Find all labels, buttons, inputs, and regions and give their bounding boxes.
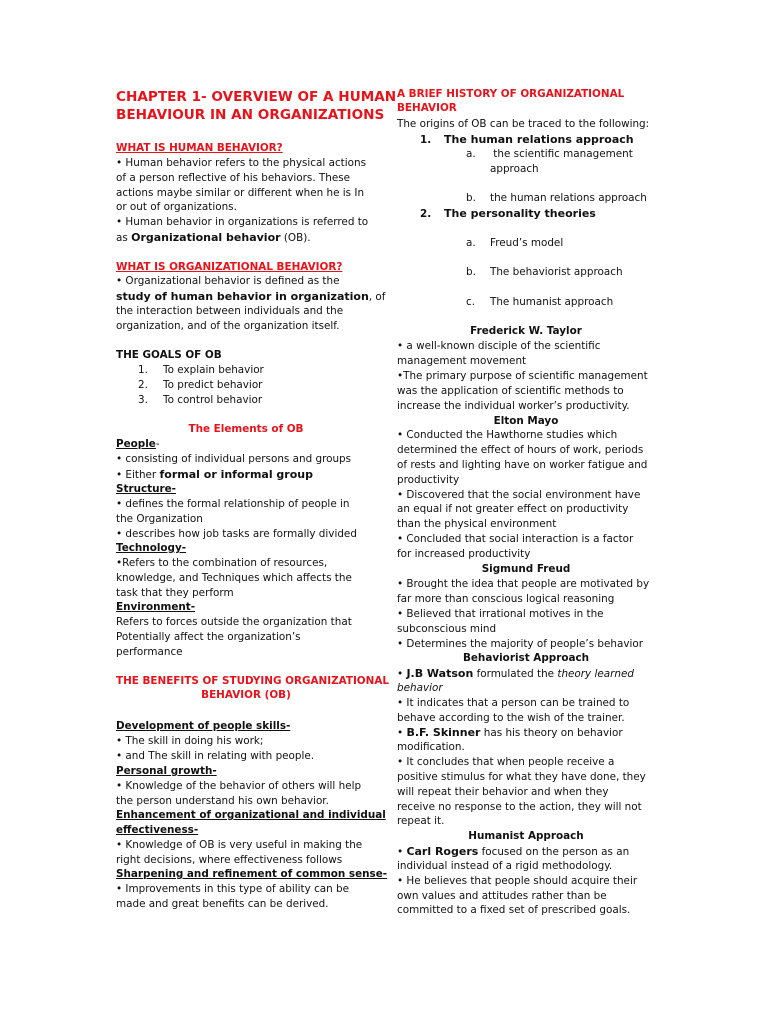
taylor-line: management movement	[397, 355, 527, 367]
organizational-behavior-term: Organizational behavior	[131, 231, 281, 244]
taylor-line: • a well-known disciple of the scientific	[397, 340, 601, 352]
mayo-line: for increased productivity	[397, 548, 531, 560]
sub-text: The humanist approach	[490, 296, 614, 308]
formal-informal-term: formal or informal group	[159, 468, 313, 481]
mayo-line: of rests and lighting have on worker fatigue and	[397, 459, 648, 471]
sub-text: the human relations approach	[490, 192, 647, 204]
enhancement-label-line-2: effectiveness-	[116, 824, 199, 836]
skinner-name: B.F. Skinner	[406, 726, 481, 739]
hb-last-post: (OB).	[280, 232, 311, 244]
hb-line: or out of organizations.	[116, 201, 237, 213]
hb-line: actions maybe similar or different when he is In	[116, 187, 365, 199]
goal-text: To explain behavior	[163, 364, 264, 376]
element-line: knowledge, and Techniques which affects the	[116, 572, 352, 584]
watson-name: J.B Watson	[406, 667, 474, 680]
people-label-line	[116, 437, 160, 452]
elements-heading: The Elements of OB	[188, 423, 304, 435]
benefit-line: right decisions, where effectiveness follows	[116, 854, 343, 866]
bullet: •	[397, 846, 407, 858]
benefits-heading-line-1: THE BENEFITS OF STUDYING ORGANIZATIONAL	[116, 675, 390, 687]
element-line: task that they perform	[116, 587, 234, 599]
sub-text-cont: approach	[490, 163, 539, 175]
humanist-line: own values and attitudes rather than be	[397, 890, 607, 902]
benefit-line: • and The skill in relating with people.	[116, 750, 315, 762]
approach-number: 2.	[420, 208, 432, 220]
ob-line-post: , of	[368, 291, 386, 303]
sub-item	[466, 191, 647, 206]
behaviorist-line: positive stimulus for what they have done, they	[397, 771, 646, 783]
element-line: •Refers to the combination of resources,	[116, 557, 328, 569]
ob-line: • Organizational behavior is defined as the	[116, 275, 340, 287]
element-line	[116, 467, 313, 483]
benefit-line: • Knowledge of OB is very useful in making the	[116, 839, 363, 851]
approach-title: The human relations approach	[444, 133, 634, 146]
ob-line: the interaction between individuals and the	[116, 305, 344, 317]
mayo-line: • Concluded that social interaction is a factor	[397, 533, 634, 545]
mayo-line: an equal if not greater effect on productivity	[397, 503, 629, 515]
behaviorist-heading: Behaviorist Approach	[462, 652, 590, 664]
goal-number: 2.	[138, 379, 148, 391]
chapter-title-line-1: CHAPTER 1- OVERVIEW OF A HUMAN	[116, 89, 397, 105]
goal-text: To predict behavior	[163, 379, 263, 391]
people-dash: -	[155, 438, 160, 450]
humanist-line: • He believes that people should acquire their	[397, 875, 638, 887]
sub-item	[466, 147, 633, 162]
goal-number: 1.	[138, 364, 148, 376]
benefit-line: made and great benefits can be derived.	[116, 898, 329, 910]
sub-text: the scientific management	[490, 148, 633, 160]
watson-theory: theory learned	[557, 668, 635, 680]
technology-label: Technology-	[116, 542, 187, 554]
taylor-line: increase the individual worker’s productivity.	[397, 400, 630, 412]
freud-heading: Sigmund Freud	[481, 563, 571, 575]
mayo-line: • Conducted the Hawthorne studies which	[397, 429, 618, 441]
goals-heading: THE GOALS OF OB	[116, 349, 222, 361]
element-line: • describes how job tasks are formally divided	[116, 528, 357, 540]
skinner-post: has his theory on behavior	[480, 727, 623, 739]
sub-letter: b.	[466, 192, 476, 204]
skinner-line	[397, 725, 623, 741]
approach-1	[420, 132, 634, 148]
sub-item	[466, 295, 613, 310]
freud-line: far more than conscious logical reasoning	[397, 593, 615, 605]
goal-text: To control behavior	[163, 394, 263, 406]
goal-number: 3.	[138, 394, 148, 406]
behaviorist-line: • It indicates that a person can be trained to	[397, 697, 630, 709]
sub-letter: a.	[466, 237, 476, 249]
hb-last-line	[116, 230, 311, 246]
sub-text: The behaviorist approach	[490, 266, 623, 278]
mayo-line: • Discovered that the social environment have	[397, 489, 641, 501]
watson-theory-cont: behavior	[397, 682, 443, 694]
ob-line: organization, and of the organization itself.	[116, 320, 340, 332]
behaviorist-line: behave according to the wish of the trainer.	[397, 712, 625, 724]
element-line: • defines the formal relationship of people in	[116, 498, 350, 510]
benefit-line: the person understand his own behavior.	[116, 795, 329, 807]
hb-line: • Human behavior in organizations is referred to	[116, 216, 369, 228]
hb-last-pre: as	[116, 232, 132, 244]
people-line2-pre: • Either	[116, 469, 160, 481]
taylor-heading: Frederick W. Taylor	[470, 325, 582, 337]
structure-label: Structure-	[116, 483, 176, 495]
behaviorist-line: receive no response to the action, they will not	[397, 801, 642, 813]
history-intro: The origins of OB can be traced to the following:	[397, 118, 650, 130]
approach-2	[420, 206, 596, 222]
hb-line: • Human behavior refers to the physical actions	[116, 157, 366, 169]
humanist-line: committed to a fixed set of prescribed goals.	[397, 904, 631, 916]
history-heading-line-2: BEHAVIOR	[397, 102, 457, 114]
what-is-ob-heading: WHAT IS ORGANIZATIONAL BEHAVIOR?	[116, 261, 343, 273]
ob-definition-term: study of human behavior in organization	[116, 290, 369, 303]
element-line: performance	[116, 646, 183, 658]
approach-title: The personality theories	[444, 207, 596, 220]
skinner-cont: modification.	[397, 741, 465, 753]
sub-letter: c.	[466, 296, 476, 308]
benefit-line: • Knowledge of the behavior of others will help	[116, 780, 362, 792]
humanist-heading: Humanist Approach	[468, 830, 584, 842]
goal-item	[138, 378, 262, 393]
people-label: People	[116, 438, 156, 450]
behaviorist-line: • It concludes that when people receive a	[397, 756, 615, 768]
chapter-title-line-2: BEHAVIOUR IN AN ORGANIZATIONS	[116, 107, 385, 123]
sub-text: Freud’s model	[490, 237, 564, 249]
benefit-line: • Improvements in this type of ability can be	[116, 883, 350, 895]
environment-label: Environment-	[116, 601, 196, 613]
freud-line: • Brought the idea that people are motivated by	[397, 578, 650, 590]
hb-line: of a person reflective of his behaviors. These	[116, 172, 351, 184]
freud-line: • Believed that irrational motives in the	[397, 608, 604, 620]
freud-line: • Determines the majority of people’s behavior	[397, 638, 644, 650]
rogers-line	[397, 844, 629, 860]
mayo-heading: Elton Mayo	[493, 415, 559, 427]
mayo-line: determined the effect of hours of work, periods	[397, 444, 644, 456]
rogers-post: focused on the person as an	[478, 846, 630, 858]
goal-item	[138, 363, 264, 378]
behaviorist-line: will repeat their behavior and when they	[397, 786, 609, 798]
behaviorist-line: repeat it.	[397, 815, 445, 827]
element-line: Refers to forces outside the organization that	[116, 616, 352, 628]
element-line: Potentially affect the organization’s	[116, 631, 301, 643]
personal-growth-label: Personal growth-	[116, 765, 217, 777]
mayo-line: productivity	[397, 474, 460, 486]
element-line: the Organization	[116, 513, 203, 525]
bullet: •	[397, 668, 407, 680]
bullet: •	[397, 727, 407, 739]
taylor-line: was the application of scientific methods to	[397, 385, 624, 397]
sub-item	[466, 236, 563, 251]
sub-item	[466, 265, 623, 280]
mayo-line: than the physical environment	[397, 518, 557, 530]
rogers-name: Carl Rogers	[406, 845, 479, 858]
benefits-heading-line-2: BEHAVIOR (OB)	[201, 689, 291, 701]
element-line: • consisting of individual persons and groups	[116, 453, 352, 465]
dev-skills-label: Development of people skills-	[116, 720, 291, 732]
watson-mid: formulated the	[473, 668, 558, 680]
enhancement-label-line-1: Enhancement of organizational and individual	[116, 809, 386, 821]
watson-line	[397, 666, 634, 682]
taylor-line: •The primary purpose of scientific management	[397, 370, 648, 382]
benefit-line: • The skill in doing his work;	[116, 735, 264, 747]
approach-number: 1.	[420, 134, 432, 146]
sub-letter: b.	[466, 266, 476, 278]
goal-item	[138, 393, 262, 408]
freud-line: subconscious mind	[397, 623, 497, 635]
humanist-line: individual instead of a rigid methodology.	[397, 860, 613, 872]
ob-line	[116, 289, 385, 305]
history-heading-line-1: A BRIEF HISTORY OF ORGANIZATIONAL	[397, 88, 625, 100]
what-is-human-behavior-heading: WHAT IS HUMAN BEHAVIOR?	[116, 142, 283, 154]
sharpening-label: Sharpening and refinement of common sense-	[116, 868, 388, 880]
sub-letter: a.	[466, 148, 476, 160]
